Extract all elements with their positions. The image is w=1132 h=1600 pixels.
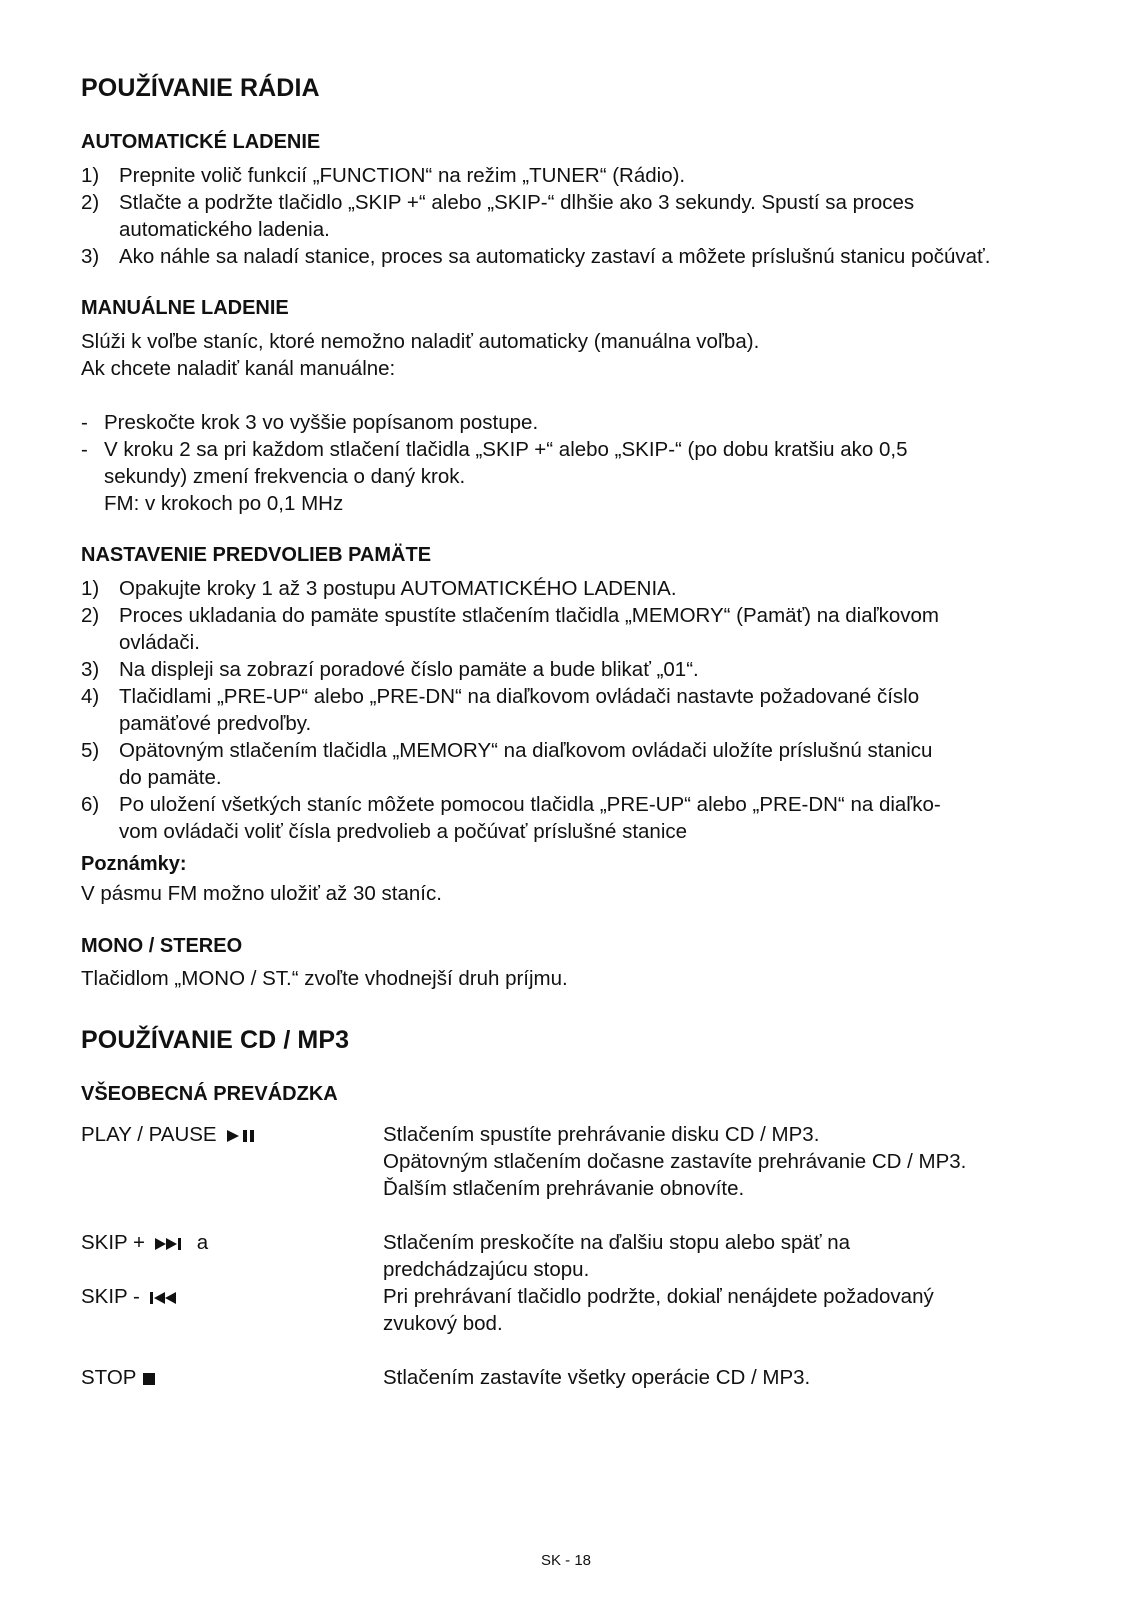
- bullet-text: FM: v krokoch po 0,1 MHz: [104, 492, 344, 515]
- bullet-text: Preskočte krok 3 vo vyššie popísanom postupe.: [104, 411, 539, 434]
- list-text: do pamäte.: [119, 766, 222, 789]
- control-label-text: PLAY / PAUSE: [81, 1123, 217, 1146]
- list-number: 4): [81, 685, 100, 708]
- paragraph: [81, 328, 1061, 355]
- control-row-stop: [81, 1364, 1061, 1391]
- play-pause-label: [81, 1121, 257, 1148]
- manual-tuning-heading: MANUÁLNE LADENIE: [81, 297, 289, 319]
- notes-text: V pásmu FM možno uložiť až 30 staníc.: [81, 882, 442, 905]
- list-item: [81, 162, 1061, 189]
- list-item-continuation: [81, 629, 1061, 656]
- general-operation-heading: VŠEOBECNÁ PREVÁDZKA: [81, 1083, 338, 1105]
- paragraph-text: Ak chcete naladiť kanál manuálne:: [81, 357, 396, 380]
- control-description: Stlačením spustíte prehrávanie disku CD / MP3.: [383, 1123, 820, 1146]
- bullet-dash: -: [81, 438, 88, 461]
- list-item: [81, 656, 1061, 683]
- skip-previous-icon: [150, 1291, 180, 1305]
- list-number: 2): [81, 604, 100, 627]
- bullet-dash: -: [81, 411, 88, 434]
- bullet-text: V kroku 2 sa pri každom stlačení tlačidla „SKIP +“ alebo „SKIP-“ (po dobu kratšiu ako 0,5: [104, 438, 908, 461]
- mono-stereo-heading: MONO / STEREO: [81, 935, 243, 957]
- list-item: [81, 602, 1061, 629]
- list-text: Po uložení všetkých staníc môžete pomocou tlačidla „PRE-UP“ alebo „PRE-DN“ na diaľko-: [119, 793, 941, 816]
- control-row-skip-plus: [81, 1229, 1061, 1256]
- automatic-tuning-heading: AUTOMATICKÉ LADENIE: [81, 131, 321, 153]
- list-number: 1): [81, 577, 100, 600]
- bullet-item-continuation: [81, 463, 1061, 490]
- paragraph: [81, 355, 1061, 382]
- notes-label: Poznámky:: [81, 853, 187, 875]
- bullet-item-continuation: [81, 490, 1061, 517]
- control-description: predchádzajúcu stopu.: [383, 1258, 590, 1281]
- control-description: Stlačením zastavíte všetky operácie CD / MP3.: [383, 1366, 811, 1389]
- list-item: [81, 791, 1061, 818]
- list-item: [81, 243, 1061, 270]
- page-number: SK - 18: [540, 1552, 592, 1569]
- list-text: automatického ladenia.: [119, 218, 330, 241]
- memory-presets-heading: NASTAVENIE PREDVOLIEB PAMÄTE: [81, 544, 432, 566]
- list-text: Proces ukladania do pamäte spustíte stlačením tlačidla „MEMORY“ (Pamäť) na diaľkovom: [119, 604, 939, 627]
- skip-next-icon: [155, 1237, 185, 1251]
- play-pause-icon: [227, 1129, 257, 1143]
- skip-minus-label: [81, 1283, 180, 1310]
- list-item: [81, 737, 1061, 764]
- cd-section-title: POUŽÍVANIE CD / MP3: [81, 1026, 350, 1054]
- control-description: Ďalším stlačením prehrávanie obnovíte.: [383, 1177, 745, 1200]
- list-text: Opakujte kroky 1 až 3 postupu AUTOMATICKÉHO LADENIA.: [119, 577, 677, 600]
- control-row-play-pause: [81, 1121, 1061, 1148]
- paragraph-text: Slúži k voľbe staníc, ktoré nemožno naladiť automaticky (manuálna voľba).: [81, 330, 760, 353]
- list-text: ovládači.: [119, 631, 200, 654]
- list-item-continuation: [81, 818, 1061, 845]
- list-text: Opätovným stlačením tlačidla „MEMORY“ na diaľkovom ovládači uložíte príslušnú stanicu: [119, 739, 933, 762]
- control-label-suffix: a: [196, 1231, 209, 1254]
- control-description: Opätovným stlačením dočasne zastavíte prehrávanie CD / MP3.: [383, 1150, 967, 1173]
- control-description: zvukový bod.: [383, 1312, 503, 1335]
- stop-icon: [142, 1372, 156, 1386]
- control-label-text: SKIP +: [81, 1231, 146, 1254]
- list-text: Stlačte a podržte tlačidlo „SKIP +“ alebo „SKIP-“ dlhšie ako 3 sekundy. Spustí sa proces: [119, 191, 915, 214]
- list-number: 3): [81, 658, 100, 681]
- list-item-continuation: [81, 216, 1061, 243]
- control-label-text: SKIP -: [81, 1285, 140, 1308]
- list-item: [81, 575, 1061, 602]
- list-number: 2): [81, 191, 100, 214]
- control-row-continuation: [81, 1148, 1061, 1175]
- list-text: Ako náhle sa naladí stanice, proces sa automaticky zastaví a môžete príslušnú stanicu počúvať.: [119, 245, 991, 268]
- stop-label: [81, 1364, 156, 1391]
- control-row-skip-minus: [81, 1283, 1061, 1310]
- list-text: Na displeji sa zobrazí poradové číslo pamäte a bude blikať „01“.: [119, 658, 699, 681]
- list-text: Tlačidlami „PRE-UP“ alebo „PRE-DN“ na diaľkovom ovládači nastavte požadované číslo: [119, 685, 920, 708]
- control-label-text: STOP: [81, 1366, 137, 1389]
- control-description: Stlačením preskočíte na ďalšiu stopu alebo späť na: [383, 1231, 851, 1254]
- control-row-continuation: [81, 1310, 1061, 1337]
- bullet-item: [81, 409, 1061, 436]
- list-text: Prepnite volič funkcií „FUNCTION“ na režim „TUNER“ (Rádio).: [119, 164, 686, 187]
- list-number: 1): [81, 164, 100, 187]
- list-item-continuation: [81, 710, 1061, 737]
- control-description: Pri prehrávaní tlačidlo podržte, dokiaľ nenájdete požadovaný: [383, 1285, 934, 1308]
- list-number: 3): [81, 245, 100, 268]
- control-row-continuation: [81, 1175, 1061, 1202]
- list-number: 6): [81, 793, 100, 816]
- skip-plus-label: [81, 1229, 208, 1256]
- list-item: [81, 189, 1061, 216]
- list-item-continuation: [81, 764, 1061, 791]
- radio-section-title: POUŽÍVANIE RÁDIA: [81, 74, 320, 102]
- list-text: vom ovládači voliť čísla predvolieb a počúvať príslušné stanice: [119, 820, 688, 843]
- control-row-continuation: [81, 1256, 1061, 1283]
- list-number: 5): [81, 739, 100, 762]
- list-text: pamäťové predvoľby.: [119, 712, 312, 735]
- mono-stereo-text: Tlačidlom „MONO / ST.“ zvoľte vhodnejší druh príjmu.: [81, 967, 568, 990]
- bullet-text: sekundy) zmení frekvencia o daný krok.: [104, 465, 466, 488]
- list-item: [81, 683, 1061, 710]
- bullet-item: [81, 436, 1061, 463]
